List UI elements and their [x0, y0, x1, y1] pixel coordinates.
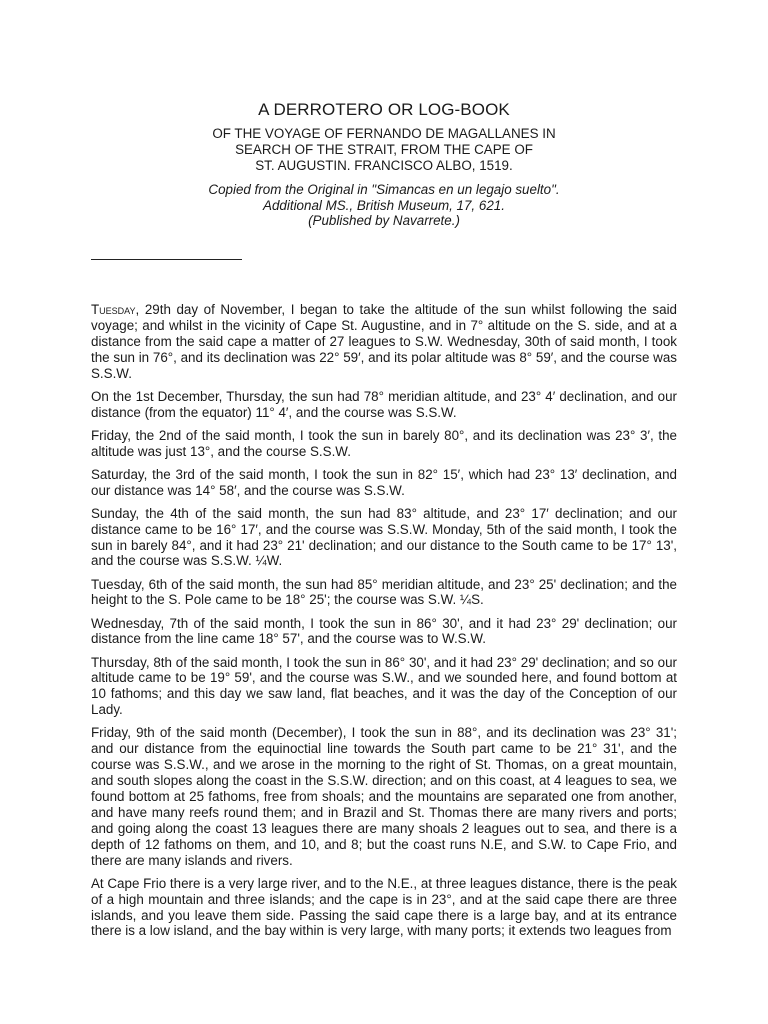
source-line: Additional MS., British Museum, 17, 621.	[263, 197, 505, 213]
subtitle-line: ST. AUGUSTIN. FRANCISCO ALBO, 1519.	[255, 158, 513, 173]
source-line: Copied from the Original in "Simancas en un legajo suelto".	[208, 182, 560, 197]
paragraph: Sunday, the 4th of the said month, the sun had 83° altitude, and 23° 17′ declination; and our distance came to be 16° 17′, and the course was S.S.W. Monday, 5th of the said month, I took the sun in barely 84°, and it had 23° 21' declination; and our distance to the South came to be 17° 13', and the course was S.S.W. ¼W.	[91, 505, 677, 569]
source-line: (Published by Navarrete.)	[308, 213, 460, 228]
drop-word: Tuesday	[91, 302, 136, 317]
paragraph: Saturday, the 3rd of the said month, I took the sun in 82° 15′, which had 23° 13′ declination, and our distance was 14° 58′, and the course was S.S.W.	[91, 466, 677, 498]
subtitle-line: OF THE VOYAGE OF FERNANDO DE MAGALLANES IN	[212, 126, 556, 141]
subtitle-line: SEARCH OF THE STRAIT, FROM THE CAPE OF	[235, 142, 533, 157]
section-divider	[91, 259, 242, 260]
document-subtitle	[0, 126, 768, 174]
paragraph: Friday, the 2nd of the said month, I took the sun in barely 80°, and its declination was 23° 3′, the altitude was just 13°, and the course S.S.W.	[91, 427, 677, 459]
document-title: A DERROTERO OR LOG-BOOK	[258, 100, 510, 119]
paragraph: Wednesday, 7th of the said month, I took the sun in 86° 30', and it had 23° 29' declination; our distance from the line came 18° 57', and the course was to W.S.W.	[91, 615, 677, 647]
paragraph: Thursday, 8th of the said month, I took the sun in 86° 30', and it had 23° 29' declination; and so our altitude came to be 19° 59', and the course was S.W., and we sounded here, and found bottom at 10 fathoms; and this day we saw land, flat beaches, and it was the day of the Conception of our Lady.	[91, 654, 677, 718]
paragraph: Friday, 9th of the said month (December), I took the sun in 88°, and its declination was 23° 31'; and our distance from the equinoctial line towards the South part came to be 21° 31', and the course was S.S.W., and we arose in the morning to the right of St. Thomas, on a great mountain, and south slopes along the coast in the S.S.W. direction; and on this coast, at 4 leagues to sea, we found bottom at 25 fathoms, free from shoals; and the mountains are separated one from another, and have many reefs round them; and in Brazil and St. Thomas there are many rivers and ports; and going along the coast 13 leagues there are many shoals 2 leagues out to sea, and there is a depth of 12 fathoms on them, and 10, and 8; but the coast runs N.E, and S.W. to Cape Frio, and there are many islands and rivers.	[91, 725, 677, 868]
paragraph: At Cape Frio there is a very large river, and to the N.E., at three leagues distance, there is the peak of a high mountain and three islands; and the cape is in 23°, and at the said cape there are three islands, and you leave them side. Passing the said cape there is a large bay, and at its entrance there is a low island, and the bay within is very large, with many ports; it extends two leagues from	[91, 875, 677, 939]
paragraph-text: , 29th day of November, I began to take the altitude of the sun whilst following the said voyage; and whilst in the vicinity of Cape St. Augustine, and in 7° altitude on the S. side, and at a distance from the said cape a matter of 27 leagues to S.W. Wednesday, 30th of said month, I took the sun in 76°, and its declination was 22° 59′, and its polar altitude was 8° 59′, and the course was S.S.W.	[91, 302, 677, 381]
paragraph	[91, 302, 677, 382]
paragraph: Tuesday, 6th of the said month, the sun had 85° meridian altitude, and 23° 25' declination; and the height to the S. Pole came to be 18° 25'; the course was S.W. ¼S.	[91, 576, 677, 608]
document-body	[91, 302, 677, 947]
paragraph: On the 1st December, Thursday, the sun had 78° meridian altitude, and 23° 4′ declination, and our distance (from the equator) 11° 4′, and the course was S.S.W.	[91, 388, 677, 420]
source-note	[0, 182, 768, 229]
